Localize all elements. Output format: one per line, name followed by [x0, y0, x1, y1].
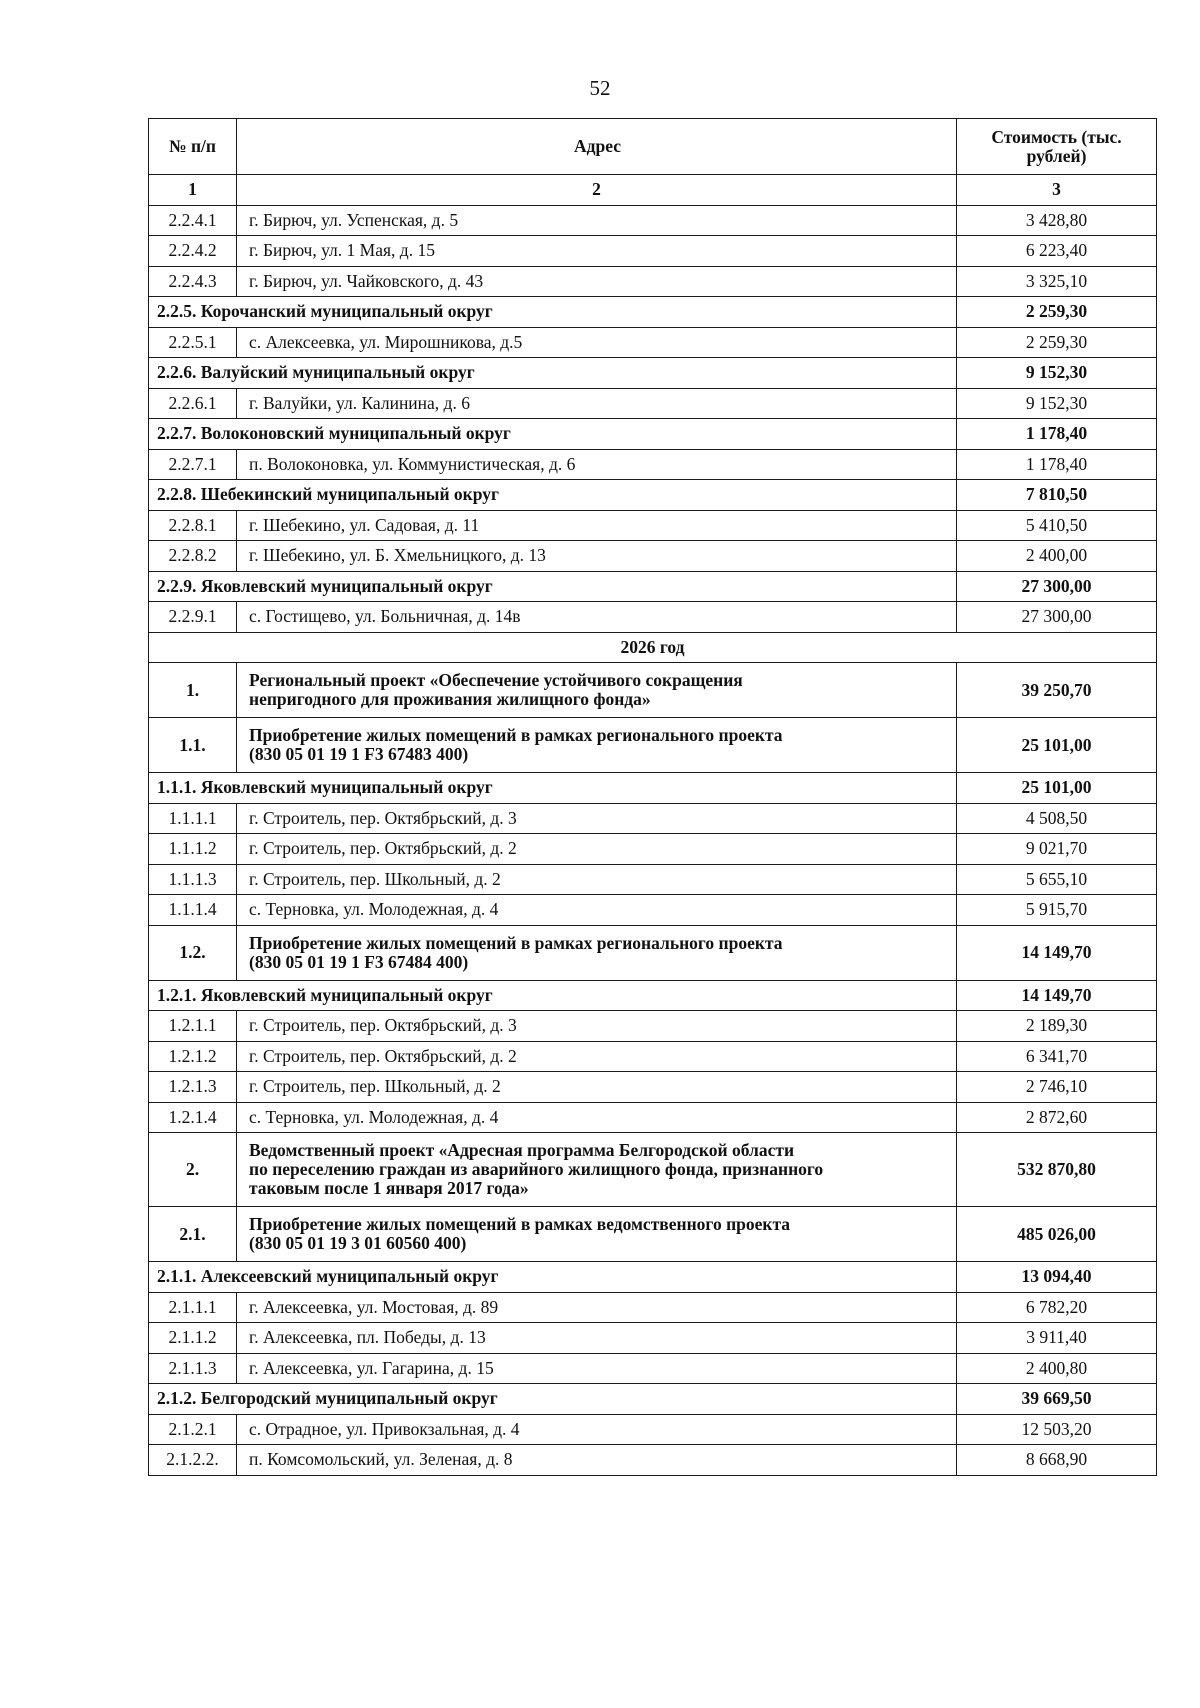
section-number: 2.1.: [149, 1207, 237, 1262]
row-number: 1.2.1.4: [149, 1102, 237, 1133]
row-address: с. Алексеевка, ул. Мирошникова, д.5: [237, 327, 957, 358]
district-subtotal-row: [149, 773, 1157, 804]
row-address: г. Строитель, пер. Октябрьский, д. 3: [237, 803, 957, 834]
row-number: 2.1.2.1: [149, 1414, 237, 1445]
project-section-row: [149, 1133, 1157, 1207]
section-number: 1.1.: [149, 718, 237, 773]
row-number: 1.1.1.2: [149, 834, 237, 865]
row-address: г. Строитель, пер. Октябрьский, д. 2: [237, 1041, 957, 1072]
section-number: 2.: [149, 1133, 237, 1207]
section-title-line: Приобретение жилых помещений в рамках регионального проекта: [249, 725, 783, 745]
table-row: [149, 1102, 1157, 1133]
section-title: [237, 1207, 957, 1262]
section-title-line: Приобретение жилых помещений в рамках регионального проекта: [249, 932, 783, 953]
row-cost: 3 428,80: [957, 205, 1157, 236]
table-row: [149, 510, 1157, 541]
row-number: 1.2.1.2: [149, 1041, 237, 1072]
row-cost: 2 400,80: [957, 1353, 1157, 1384]
row-cost: 1 178,40: [957, 449, 1157, 480]
section-title-line: непригодного для проживания жилищного фонда»: [249, 689, 651, 709]
table-row: [149, 1072, 1157, 1103]
district-label: 2.2.9. Яковлевский муниципальный округ: [149, 571, 957, 602]
district-subtotal-row: [149, 1384, 1157, 1415]
row-number: 1.2.1.3: [149, 1072, 237, 1103]
district-label: 2.2.7. Волоконовский муниципальный округ: [149, 419, 957, 450]
district-cost: 7 810,50: [957, 480, 1157, 511]
district-label: 2.1.2. Белгородский муниципальный округ: [149, 1384, 957, 1415]
row-cost: 9 152,30: [957, 388, 1157, 419]
row-number: 2.2.5.1: [149, 327, 237, 358]
row-number: 2.1.1.3: [149, 1353, 237, 1384]
row-number: 1.1.1.4: [149, 895, 237, 926]
row-address: г. Бирюч, ул. Чайковского, д. 43: [237, 266, 957, 297]
section-title: [237, 925, 957, 980]
row-address: г. Строитель, пер. Школьный, д. 2: [237, 864, 957, 895]
row-number: 1.1.1.3: [149, 864, 237, 895]
district-label: 2.2.5. Корочанский муниципальный округ: [149, 297, 957, 328]
district-label: 2.2.6. Валуйский муниципальный округ: [149, 358, 957, 389]
project-section-row: [149, 718, 1157, 773]
table-row: [149, 541, 1157, 572]
row-number: 2.2.4.1: [149, 205, 237, 236]
row-address: с. Отрадное, ул. Привокзальная, д. 4: [237, 1414, 957, 1445]
row-cost: 5 915,70: [957, 895, 1157, 926]
row-cost: 6 223,40: [957, 236, 1157, 267]
district-cost: 25 101,00: [957, 773, 1157, 804]
section-title-line: (830 05 01 19 3 01 60560 400): [249, 1233, 467, 1253]
table-row: [149, 388, 1157, 419]
row-address: г. Строитель, пер. Октябрьский, д. 2: [237, 834, 957, 865]
district-subtotal-row: [149, 358, 1157, 389]
row-address: г. Валуйки, ул. Калинина, д. 6: [237, 388, 957, 419]
address-cost-table: [148, 118, 1157, 1476]
table-row: [149, 864, 1157, 895]
row-address: г. Алексеевка, ул. Мостовая, д. 89: [237, 1292, 957, 1323]
section-title: [237, 1133, 957, 1207]
column-index-2: 2: [237, 175, 957, 206]
district-label: 1.1.1. Яковлевский муниципальный округ: [149, 773, 957, 804]
row-number: 1.1.1.1: [149, 803, 237, 834]
row-address: п. Комсомольский, ул. Зеленая, д. 8: [237, 1445, 957, 1476]
table-row: [149, 602, 1157, 633]
row-address: г. Бирюч, ул. 1 Мая, д. 15: [237, 236, 957, 267]
district-subtotal-row: [149, 571, 1157, 602]
row-address: п. Волоконовка, ул. Коммунистическая, д. 6: [237, 449, 957, 480]
district-subtotal-row: [149, 980, 1157, 1011]
table-row: [149, 895, 1157, 926]
row-cost: 2 872,60: [957, 1102, 1157, 1133]
section-cost: 485 026,00: [957, 1207, 1157, 1262]
district-cost: 1 178,40: [957, 419, 1157, 450]
section-title-line: Региональный проект «Обеспечение устойчивого сокращения: [249, 670, 743, 690]
district-subtotal-row: [149, 1262, 1157, 1293]
project-section-row: [149, 925, 1157, 980]
section-title-line: Приобретение жилых помещений в рамках ведомственного проекта: [249, 1214, 791, 1234]
row-number: 1.2.1.1: [149, 1011, 237, 1042]
project-section-row: [149, 1207, 1157, 1262]
row-number: 2.1.1.1: [149, 1292, 237, 1323]
district-cost: 14 149,70: [957, 980, 1157, 1011]
section-number: 1.2.: [149, 925, 237, 980]
row-cost: 5 410,50: [957, 510, 1157, 541]
row-number: 2.2.8.2: [149, 541, 237, 572]
row-number: 2.2.7.1: [149, 449, 237, 480]
row-address: г. Алексеевка, пл. Победы, д. 13: [237, 1323, 957, 1354]
section-title-line: по переселению граждан из аварийного жилищного фонда, признанного: [249, 1159, 824, 1179]
row-address: с. Терновка, ул. Молодежная, д. 4: [237, 895, 957, 926]
row-address: г. Строитель, пер. Октябрьский, д. 3: [237, 1011, 957, 1042]
table-row: [149, 1041, 1157, 1072]
column-index-row: [149, 175, 1157, 206]
district-cost: 39 669,50: [957, 1384, 1157, 1415]
row-cost: 27 300,00: [957, 602, 1157, 633]
row-number: 2.2.4.3: [149, 266, 237, 297]
row-number: 2.2.4.2: [149, 236, 237, 267]
district-cost: 27 300,00: [957, 571, 1157, 602]
section-title: [237, 718, 957, 773]
row-cost: 6 782,20: [957, 1292, 1157, 1323]
row-address: г. Алексеевка, ул. Гагарина, д. 15: [237, 1353, 957, 1384]
table-row: [149, 803, 1157, 834]
row-number: 2.2.6.1: [149, 388, 237, 419]
row-number: 2.2.8.1: [149, 510, 237, 541]
table-row: [149, 1414, 1157, 1445]
section-title-line: Ведомственный проект «Адресная программа Белгородской области: [249, 1140, 795, 1160]
row-cost: 2 259,30: [957, 327, 1157, 358]
district-label: 2.2.8. Шебекинский муниципальный округ: [149, 480, 957, 511]
section-cost: 532 870,80: [957, 1133, 1157, 1207]
table-row: [149, 236, 1157, 267]
row-address: с. Терновка, ул. Молодежная, д. 4: [237, 1102, 957, 1133]
row-cost: 2 400,00: [957, 541, 1157, 572]
row-cost: 9 021,70: [957, 834, 1157, 865]
row-number: 2.1.1.2: [149, 1323, 237, 1354]
section-title-line: (830 05 01 19 1 F3 67484 400): [249, 951, 469, 972]
row-address: г. Строитель, пер. Школьный, д. 2: [237, 1072, 957, 1103]
row-address: г. Шебекино, ул. Садовая, д. 11: [237, 510, 957, 541]
page-number: 52: [589, 76, 611, 100]
table-row: [149, 1011, 1157, 1042]
header-num: № п/п: [149, 119, 237, 175]
column-index-3: 3: [957, 175, 1157, 206]
section-cost: 39 250,70: [957, 663, 1157, 718]
section-cost: 14 149,70: [957, 925, 1157, 980]
row-cost: 6 341,70: [957, 1041, 1157, 1072]
project-section-row: [149, 663, 1157, 718]
district-label: 1.2.1. Яковлевский муниципальный округ: [149, 980, 957, 1011]
row-address: г. Шебекино, ул. Б. Хмельницкого, д. 13: [237, 541, 957, 572]
header-address: Адрес: [237, 119, 957, 175]
row-address: г. Бирюч, ул. Успенская, д. 5: [237, 205, 957, 236]
row-number: 2.2.9.1: [149, 602, 237, 633]
row-cost: 2 189,30: [957, 1011, 1157, 1042]
section-title: [237, 663, 957, 718]
year-row: [149, 632, 1157, 663]
table-row: [149, 266, 1157, 297]
row-cost: 3 911,40: [957, 1323, 1157, 1354]
table-row: [149, 1292, 1157, 1323]
row-cost: 8 668,90: [957, 1445, 1157, 1476]
row-cost: 2 746,10: [957, 1072, 1157, 1103]
district-cost: 9 152,30: [957, 358, 1157, 389]
section-cost: 25 101,00: [957, 718, 1157, 773]
district-subtotal-row: [149, 480, 1157, 511]
table-row: [149, 1323, 1157, 1354]
row-cost: 12 503,20: [957, 1414, 1157, 1445]
table-row: [149, 205, 1157, 236]
row-cost: 4 508,50: [957, 803, 1157, 834]
table-row: [149, 1445, 1157, 1476]
section-title-line: таковым после 1 января 2017 года»: [249, 1178, 529, 1198]
section-title-line: (830 05 01 19 1 F3 67483 400): [249, 744, 469, 764]
year-label: 2026 год: [149, 632, 1157, 663]
district-subtotal-row: [149, 297, 1157, 328]
header-cost: Стоимость (тыс. рублей): [957, 119, 1157, 175]
district-cost: 2 259,30: [957, 297, 1157, 328]
row-address: с. Гостищево, ул. Больничная, д. 14в: [237, 602, 957, 633]
row-cost: 5 655,10: [957, 864, 1157, 895]
table-row: [149, 1353, 1157, 1384]
section-number: 1.: [149, 663, 237, 718]
district-cost: 13 094,40: [957, 1262, 1157, 1293]
column-index-1: 1: [149, 175, 237, 206]
district-subtotal-row: [149, 419, 1157, 450]
table-row: [149, 327, 1157, 358]
district-label: 2.1.1. Алексеевский муниципальный округ: [149, 1262, 957, 1293]
table-header-row: [149, 119, 1157, 175]
row-cost: 3 325,10: [957, 266, 1157, 297]
row-number: 2.1.2.2.: [149, 1445, 237, 1476]
table-row: [149, 834, 1157, 865]
table-row: [149, 449, 1157, 480]
